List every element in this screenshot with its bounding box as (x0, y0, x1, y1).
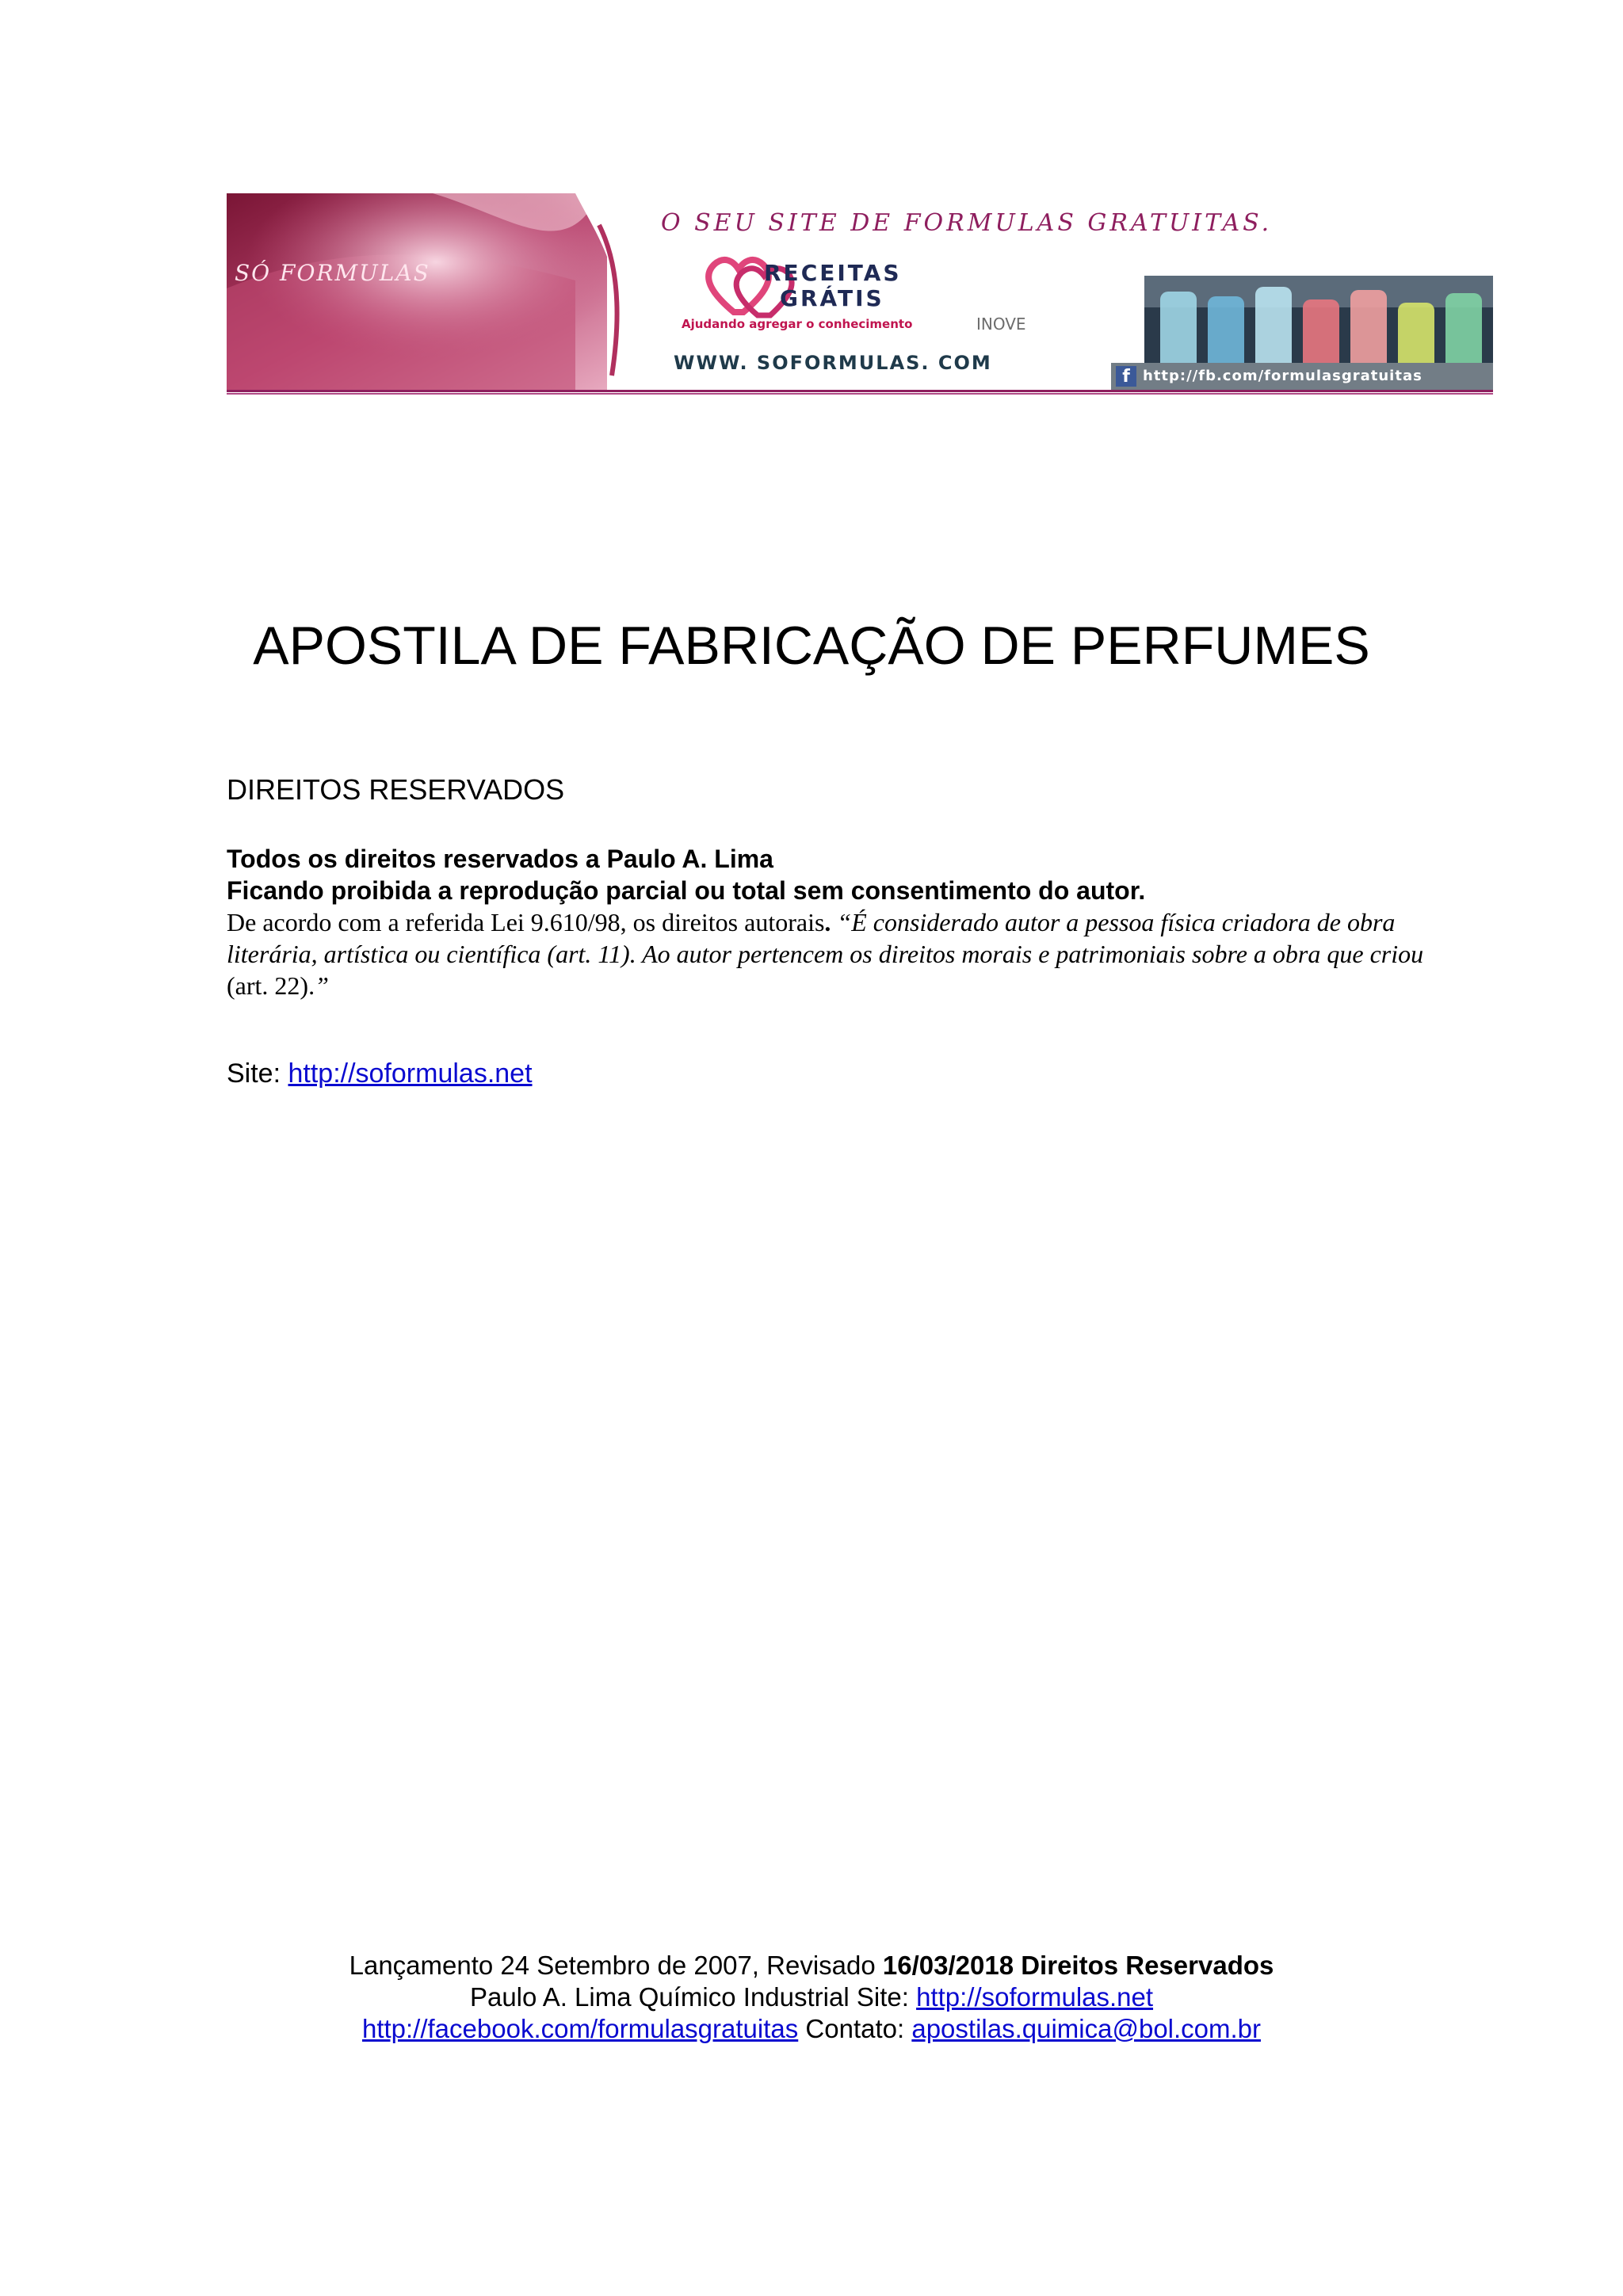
email-link[interactable]: apostilas.quimica@bol.com.br (911, 2014, 1262, 2043)
footer-author-line (0, 1982, 1623, 2012)
section-heading: DIREITOS RESERVADOS (227, 773, 565, 806)
banner-divider-secondary (227, 393, 1493, 395)
header-banner (227, 193, 1493, 395)
release-text: Lançamento 24 Setembro de 2007, Revisado (349, 1951, 883, 1980)
banner-website: WWW. SOFORMULAS. COM (674, 352, 992, 374)
site-line (227, 1058, 533, 1089)
author-text: Paulo A. Lima Químico Industrial Site: (469, 1982, 917, 2012)
footer-contact-line (0, 2014, 1623, 2044)
banner-slogan: O SEU SITE DE FORMULAS GRATUITAS. (661, 209, 1273, 237)
receitas-text: RECEITAS (764, 260, 902, 286)
site-label: Site: (227, 1058, 288, 1089)
law-reference: (art. 22). (227, 971, 315, 1000)
law-intro: De acordo com a referida Lei 9.610/98, os direitos autorais (227, 908, 825, 936)
banner-divider (227, 390, 1493, 392)
gratis-text: GRÁTIS (780, 285, 884, 311)
revision-date: 16/03/2018 Direitos Reservados (882, 1951, 1274, 1980)
law-quote: “É considerado autor a pessoa física criadora de obra literária, artística ou científica (art. 11). Ao autor pertencem os direitos morais e patrimoniais sobre a obra que criou (227, 908, 1424, 968)
footer-site-link[interactable]: http://soformulas.net (916, 1982, 1154, 2012)
law-quote-close: ” (315, 971, 329, 1000)
contact-label: Contato: (798, 2014, 912, 2043)
banner-brand: SÓ FORMULAS (235, 260, 430, 286)
facebook-url: http://fb.com/formulasgratuitas (1143, 368, 1423, 384)
facebook-link[interactable]: http://facebook.com/formulasgratuitas (361, 2014, 799, 2043)
rights-owner-line: Todos os direitos reservados a Paulo A. Lima (227, 845, 773, 873)
inove-text: INOVE (976, 315, 1026, 334)
site-link[interactable]: http://soformulas.net (288, 1058, 533, 1089)
footer-release-line (0, 1951, 1623, 1981)
reproduction-notice: Ficando proibida a reprodução parcial ou total sem consentimento do autor. (227, 876, 1146, 905)
document-title: APOSTILA DE FABRICAÇÃO DE PERFUMES (253, 616, 1370, 676)
banner-tagline: Ajudando agregar o conhecimento (682, 317, 913, 331)
facebook-icon: f (1116, 366, 1136, 387)
law-period: . (824, 908, 831, 936)
copyright-law-paragraph (227, 906, 1463, 1001)
lipstick-image (227, 193, 670, 390)
